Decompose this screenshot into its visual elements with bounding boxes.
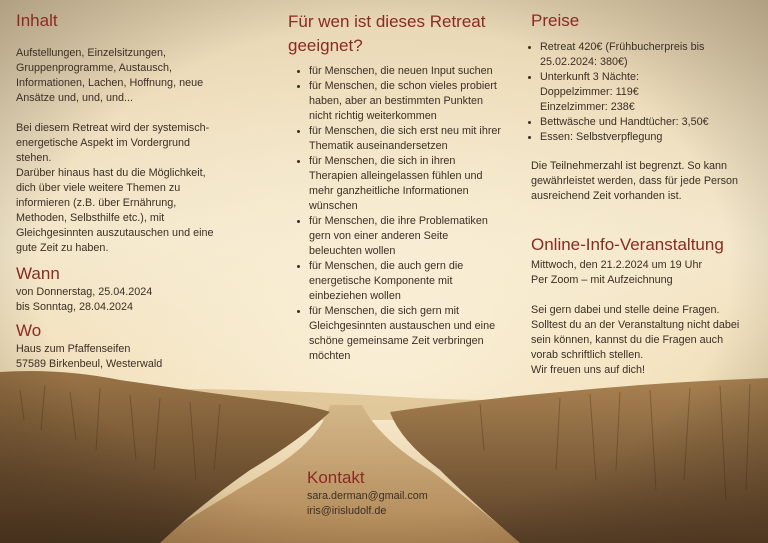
text-line: energetische Aspekt im Vordergrund	[16, 137, 191, 150]
text-line: informieren (z.B. über Ernährung,	[16, 197, 177, 210]
kontakt-heading: Kontakt	[307, 468, 365, 487]
text-line: Aufstellungen, Einzelsitzungen,	[16, 47, 167, 60]
price-item: • Essen: Selbstverpflegung	[540, 130, 756, 145]
section-online-info	[531, 234, 761, 378]
text-line: Gleichgesinnten auszutauschen und eine	[16, 227, 214, 240]
list-item: • für Menschen, die ihre Problematiken gern von einer anderen Seite beleuchten wollen	[309, 214, 510, 259]
zielgruppe-heading	[288, 10, 510, 58]
date-start: von Donnerstag, 25.04.2024	[16, 286, 153, 299]
text-line: Methoden, Selbsthilfe etc.), mit	[16, 212, 165, 225]
venue-address: 57589 Birkenbeul, Westerwald	[16, 358, 163, 371]
heading-line: Für wen ist dieses Retreat	[288, 12, 486, 31]
list-item: • für Menschen, die neuen Input suchen	[309, 64, 510, 79]
wann-dates	[16, 285, 231, 315]
text-line: Darüber hinaus hast du die Möglichkeit,	[16, 167, 206, 180]
text-line: Informationen, Lachen, Hoffnung, neue	[16, 77, 204, 90]
list-item: • für Menschen, die sich in ihren Therapien alleingelassen fühlen und mehr ganzheitliche Informationen wünschen	[309, 154, 510, 214]
online-heading: Online-Info-Veranstaltung	[531, 235, 724, 254]
venue-name: Haus zum Pfaffenseifen	[16, 343, 131, 356]
event-date: Mittwoch, den 21.2.2024 um 19 Uhr	[531, 259, 703, 272]
inhalt-paragraph-2	[16, 121, 231, 256]
list-item: • für Menschen, die sich gern mit Gleichgesinnten austauschen und eine schöne gemeinsame Zeit verbringen möchten	[309, 304, 510, 364]
text-line: Ansätze und, und, und...	[16, 92, 134, 105]
text-line: dich über viele weitere Themen zu	[16, 182, 181, 195]
event-format: Per Zoom – mit Aufzeichnung	[531, 274, 673, 287]
column-inhalt	[16, 10, 231, 256]
zielgruppe-list	[288, 64, 510, 364]
column-preise	[531, 10, 756, 204]
text-line: stehen.	[16, 152, 52, 165]
price-item: • Unterkunft 3 Nächte: Doppelzimmer: 119€ Einzelzimmer: 238€	[540, 70, 756, 115]
inhalt-heading: Inhalt	[16, 11, 58, 30]
email-link[interactable]: sara.derman@gmail.com	[307, 490, 428, 503]
wo-address	[16, 342, 231, 372]
section-wann	[16, 263, 231, 315]
preise-note: Die Teilnehmerzahl ist begrenzt. So kann gewährleistet werden, dass für jede Person ausreichend Zeit vorhanden ist.	[531, 160, 739, 203]
preise-list	[531, 40, 756, 145]
wann-heading: Wann	[16, 264, 60, 283]
wo-heading: Wo	[16, 321, 42, 340]
email-link[interactable]: iris@irisludolf.de	[307, 505, 387, 518]
kontakt-emails	[307, 489, 507, 519]
price-item: • Bettwäsche und Handtücher: 3,50€	[540, 115, 756, 130]
inhalt-paragraph-1	[16, 46, 231, 106]
list-item: • für Menschen, die sich erst neu mit ihrer Thematik auseinandersetzen	[309, 124, 510, 154]
heading-line: geeignet?	[288, 36, 363, 55]
online-details	[531, 258, 761, 288]
preise-heading: Preise	[531, 11, 580, 30]
list-item: • für Menschen, die auch gern die energetische Komponente mit einbeziehen wollen	[309, 259, 510, 304]
section-kontakt	[307, 467, 507, 519]
price-item: • Retreat 420€ (Frühbucherpreis bis 25.02.2024: 380€)	[540, 40, 756, 70]
text-line: Bei diesem Retreat wird der systemisch-	[16, 122, 210, 135]
date-end: bis Sonntag, 28.04.2024	[16, 301, 134, 314]
text-line: gute Zeit zu haben.	[16, 242, 109, 255]
online-invite: Sei gern dabei und stelle deine Fragen. Solltest du an der Veranstaltung nicht dabei sein können, kannst du die Fragen auch vorab schriftlich stellen. Wir freuen uns auf dich!	[531, 304, 740, 377]
section-wo	[16, 320, 231, 372]
text-line: Gruppenprogramme, Austausch,	[16, 62, 173, 75]
column-zielgruppe	[288, 10, 510, 364]
list-item: • für Menschen, die schon vieles probiert haben, aber an bestimmten Punkten nicht richtig weiterkommen	[309, 79, 510, 124]
